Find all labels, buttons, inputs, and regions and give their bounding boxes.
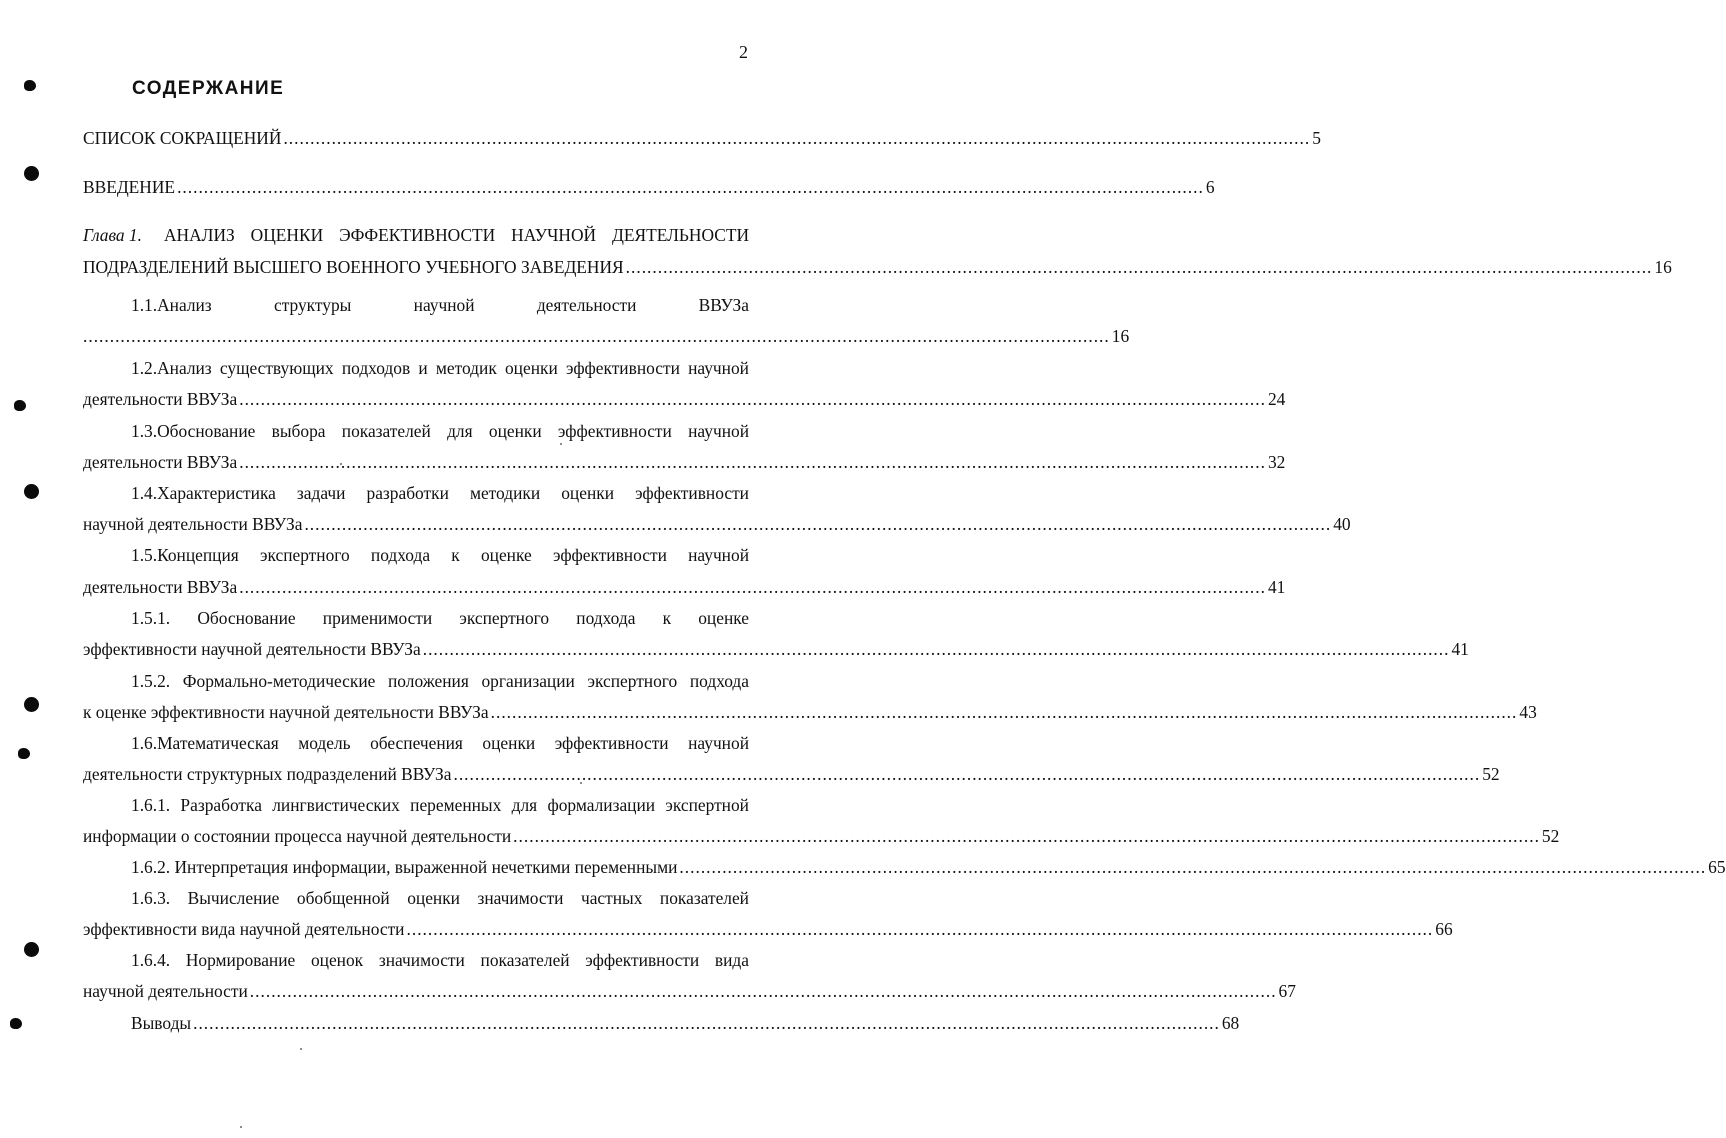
- toc-entry-line1[interactable]: 1.5.2. Формально-методические положения организации экспертного подхода: [131, 671, 749, 691]
- toc-entry-text: эффективности вида научной деятельности: [83, 919, 405, 939]
- dot-leader: ................................................................................................................................................................................................: [283, 128, 1311, 148]
- dot-leader: ................................................................................................................................................................................................: [249, 981, 1277, 1001]
- toc-entry-text: деятельности ВВУЗа: [83, 452, 238, 472]
- toc-entry-line1[interactable]: 1.5.Концепция экспертного подхода к оценке эффективности научной: [131, 545, 749, 565]
- toc-page-number: 43: [1519, 702, 1537, 722]
- toc-entry-text: ПОДРАЗДЕЛЕНИЙ ВЫСШЕГО ВОЕННОГО УЧЕБНОГО ЗАВЕДЕНИЯ: [83, 257, 624, 277]
- toc-entry-text: деятельности ВВУЗа: [83, 389, 238, 409]
- toc-page-number: 67: [1278, 981, 1296, 1001]
- dot-leader: ................................................................................................................................................................................................: [304, 514, 1332, 534]
- toc-entry-text: научной деятельности: [83, 981, 248, 1001]
- toc-entry-line1[interactable]: 1.4.Характеристика задачи разработки методики оценки эффективности: [131, 483, 749, 503]
- toc-page-number: 52: [1482, 764, 1500, 784]
- dot-leader: ................................................................................................................................................................................................: [453, 764, 1481, 784]
- toc-entry-line2[interactable]: [83, 576, 1286, 598]
- binder-mark: [24, 80, 36, 91]
- toc-entry-line2[interactable]: [83, 388, 1286, 410]
- toc-entry[interactable]: [83, 176, 1215, 198]
- toc-page-number: 52: [1541, 826, 1560, 846]
- toc-entry-line2[interactable]: [83, 701, 1537, 723]
- toc-page-number: 68: [1221, 1013, 1240, 1033]
- toc-entry-text: к оценке эффективности научной деятельности ВВУЗа: [83, 702, 489, 722]
- binder-mark: [18, 748, 30, 759]
- toc-page-number: 41: [1451, 639, 1469, 659]
- toc-chapter-line2[interactable]: [83, 256, 1672, 278]
- toc-entry-line1[interactable]: 1.6.3. Вычисление обобщенной оценки значимости частных показателей: [131, 888, 749, 908]
- dot-leader: ................................................................................................................................................................................................: [239, 389, 1266, 409]
- toc-entry-line1[interactable]: 1.6.Математическая модель обеспечения оценки эффективности научной: [131, 733, 749, 753]
- binder-mark: [14, 400, 26, 411]
- dot-leader: ................................................................................................................................................................................................: [83, 326, 1110, 346]
- toc-entry-text: ВВЕДЕНИЕ: [83, 177, 176, 197]
- toc-entry-line2[interactable]: [83, 513, 1351, 535]
- dot-leader: ................................................................................................................................................................................................: [193, 1013, 1220, 1033]
- toc-entry-text: эффективности научной деятельности ВВУЗа: [83, 639, 421, 659]
- chapter-label: Глава 1.: [83, 225, 142, 245]
- toc-entry-line1[interactable]: 1.2.Анализ существующих подходов и методик оценки эффективности научной: [131, 358, 749, 378]
- toc-entry-text: деятельности структурных подразделений ВВУЗа: [83, 764, 452, 784]
- toc-page-number: 41: [1267, 577, 1286, 597]
- toc-entry-text: деятельности ВВУЗа: [83, 577, 238, 597]
- dot-leader: ................................................................................................................................................................................................: [513, 826, 1540, 846]
- binder-hole: [24, 942, 39, 957]
- binder-hole: [24, 484, 39, 499]
- toc-entry-line2[interactable]: [83, 980, 1296, 1002]
- page-number: 2: [739, 42, 748, 62]
- toc-entry[interactable]: [131, 856, 1726, 878]
- toc-entry-text: 1.6.2. Интерпретация информации, выраженной нечеткими переменными: [131, 857, 678, 877]
- binder-hole: [24, 166, 39, 181]
- toc-page-number: 32: [1267, 452, 1286, 472]
- toc-chapter-line1[interactable]: [83, 224, 749, 246]
- toc-entry-line1[interactable]: 1.6.4. Нормирование оценок значимости показателей эффективности вида: [131, 950, 749, 970]
- dot-leader: ................................................................................................................................................................................................: [177, 177, 1204, 197]
- toc-entry-text: АНАЛИЗ ОЦЕНКИ ЭФФЕКТИВНОСТИ НАУЧНОЙ ДЕЯТЕЛЬНОСТИ: [163, 225, 749, 245]
- binder-hole: [24, 697, 39, 712]
- toc-page-number: 5: [1312, 128, 1321, 148]
- dot-leader: ................................................................................................................................................................................................: [490, 702, 1518, 722]
- dot-leader: ................................................................................................................................................................................................: [679, 857, 1707, 877]
- toc-entry-text: Выводы: [131, 1013, 192, 1033]
- toc-entry-line1[interactable]: 1.3.Обоснование выбора показателей для оценки эффективности научной: [131, 421, 749, 441]
- dot-leader: ................................................................................................................................................................................................: [239, 452, 1266, 472]
- toc-page-number: 16: [1111, 326, 1130, 346]
- toc-entry-line1[interactable]: 1.6.1. Разработка лингвистических переменных для формализации экспертной: [131, 795, 749, 815]
- toc-entry-line2[interactable]: [83, 763, 1500, 785]
- toc-entry-line2[interactable]: [83, 325, 1130, 347]
- toc-entry-line1[interactable]: 1.5.1. Обоснование применимости экспертного подхода к оценке: [131, 608, 749, 628]
- toc-entry-line2[interactable]: [83, 825, 1560, 847]
- dot-leader: ................................................................................................................................................................................................: [406, 919, 1434, 939]
- toc-entry-text: информации о состоянии процесса научной деятельности: [83, 826, 512, 846]
- dot-leader: ................................................................................................................................................................................................: [239, 577, 1266, 597]
- toc-page-number: 6: [1205, 177, 1215, 197]
- toc-page-number: 65: [1708, 857, 1726, 877]
- toc-page-number: 16: [1654, 257, 1672, 277]
- toc-entry-text: СПИСОК СОКРАЩЕНИЙ: [83, 128, 282, 148]
- toc-entry-text: научной деятельности ВВУЗа: [83, 514, 303, 534]
- toc-entry[interactable]: [131, 1012, 1240, 1034]
- binder-mark: [10, 1018, 22, 1029]
- toc-entry[interactable]: [83, 127, 1321, 149]
- toc-page-number: 66: [1435, 919, 1453, 939]
- toc-entry-line2[interactable]: [83, 451, 1286, 473]
- toc-page-number: 40: [1333, 514, 1351, 534]
- dot-leader: ................................................................................................................................................................................................: [422, 639, 1450, 659]
- contents-title: СОДЕРЖАНИЕ: [132, 78, 285, 99]
- dot-leader: ................................................................................................................................................................................................: [625, 257, 1653, 277]
- toc-page-number: 24: [1267, 389, 1286, 409]
- toc-entry-line2[interactable]: [83, 918, 1453, 940]
- toc-entry-line2[interactable]: [83, 638, 1469, 660]
- toc-entry-line1[interactable]: 1.1.Анализ структуры научной деятельности ВВУЗа: [131, 295, 749, 315]
